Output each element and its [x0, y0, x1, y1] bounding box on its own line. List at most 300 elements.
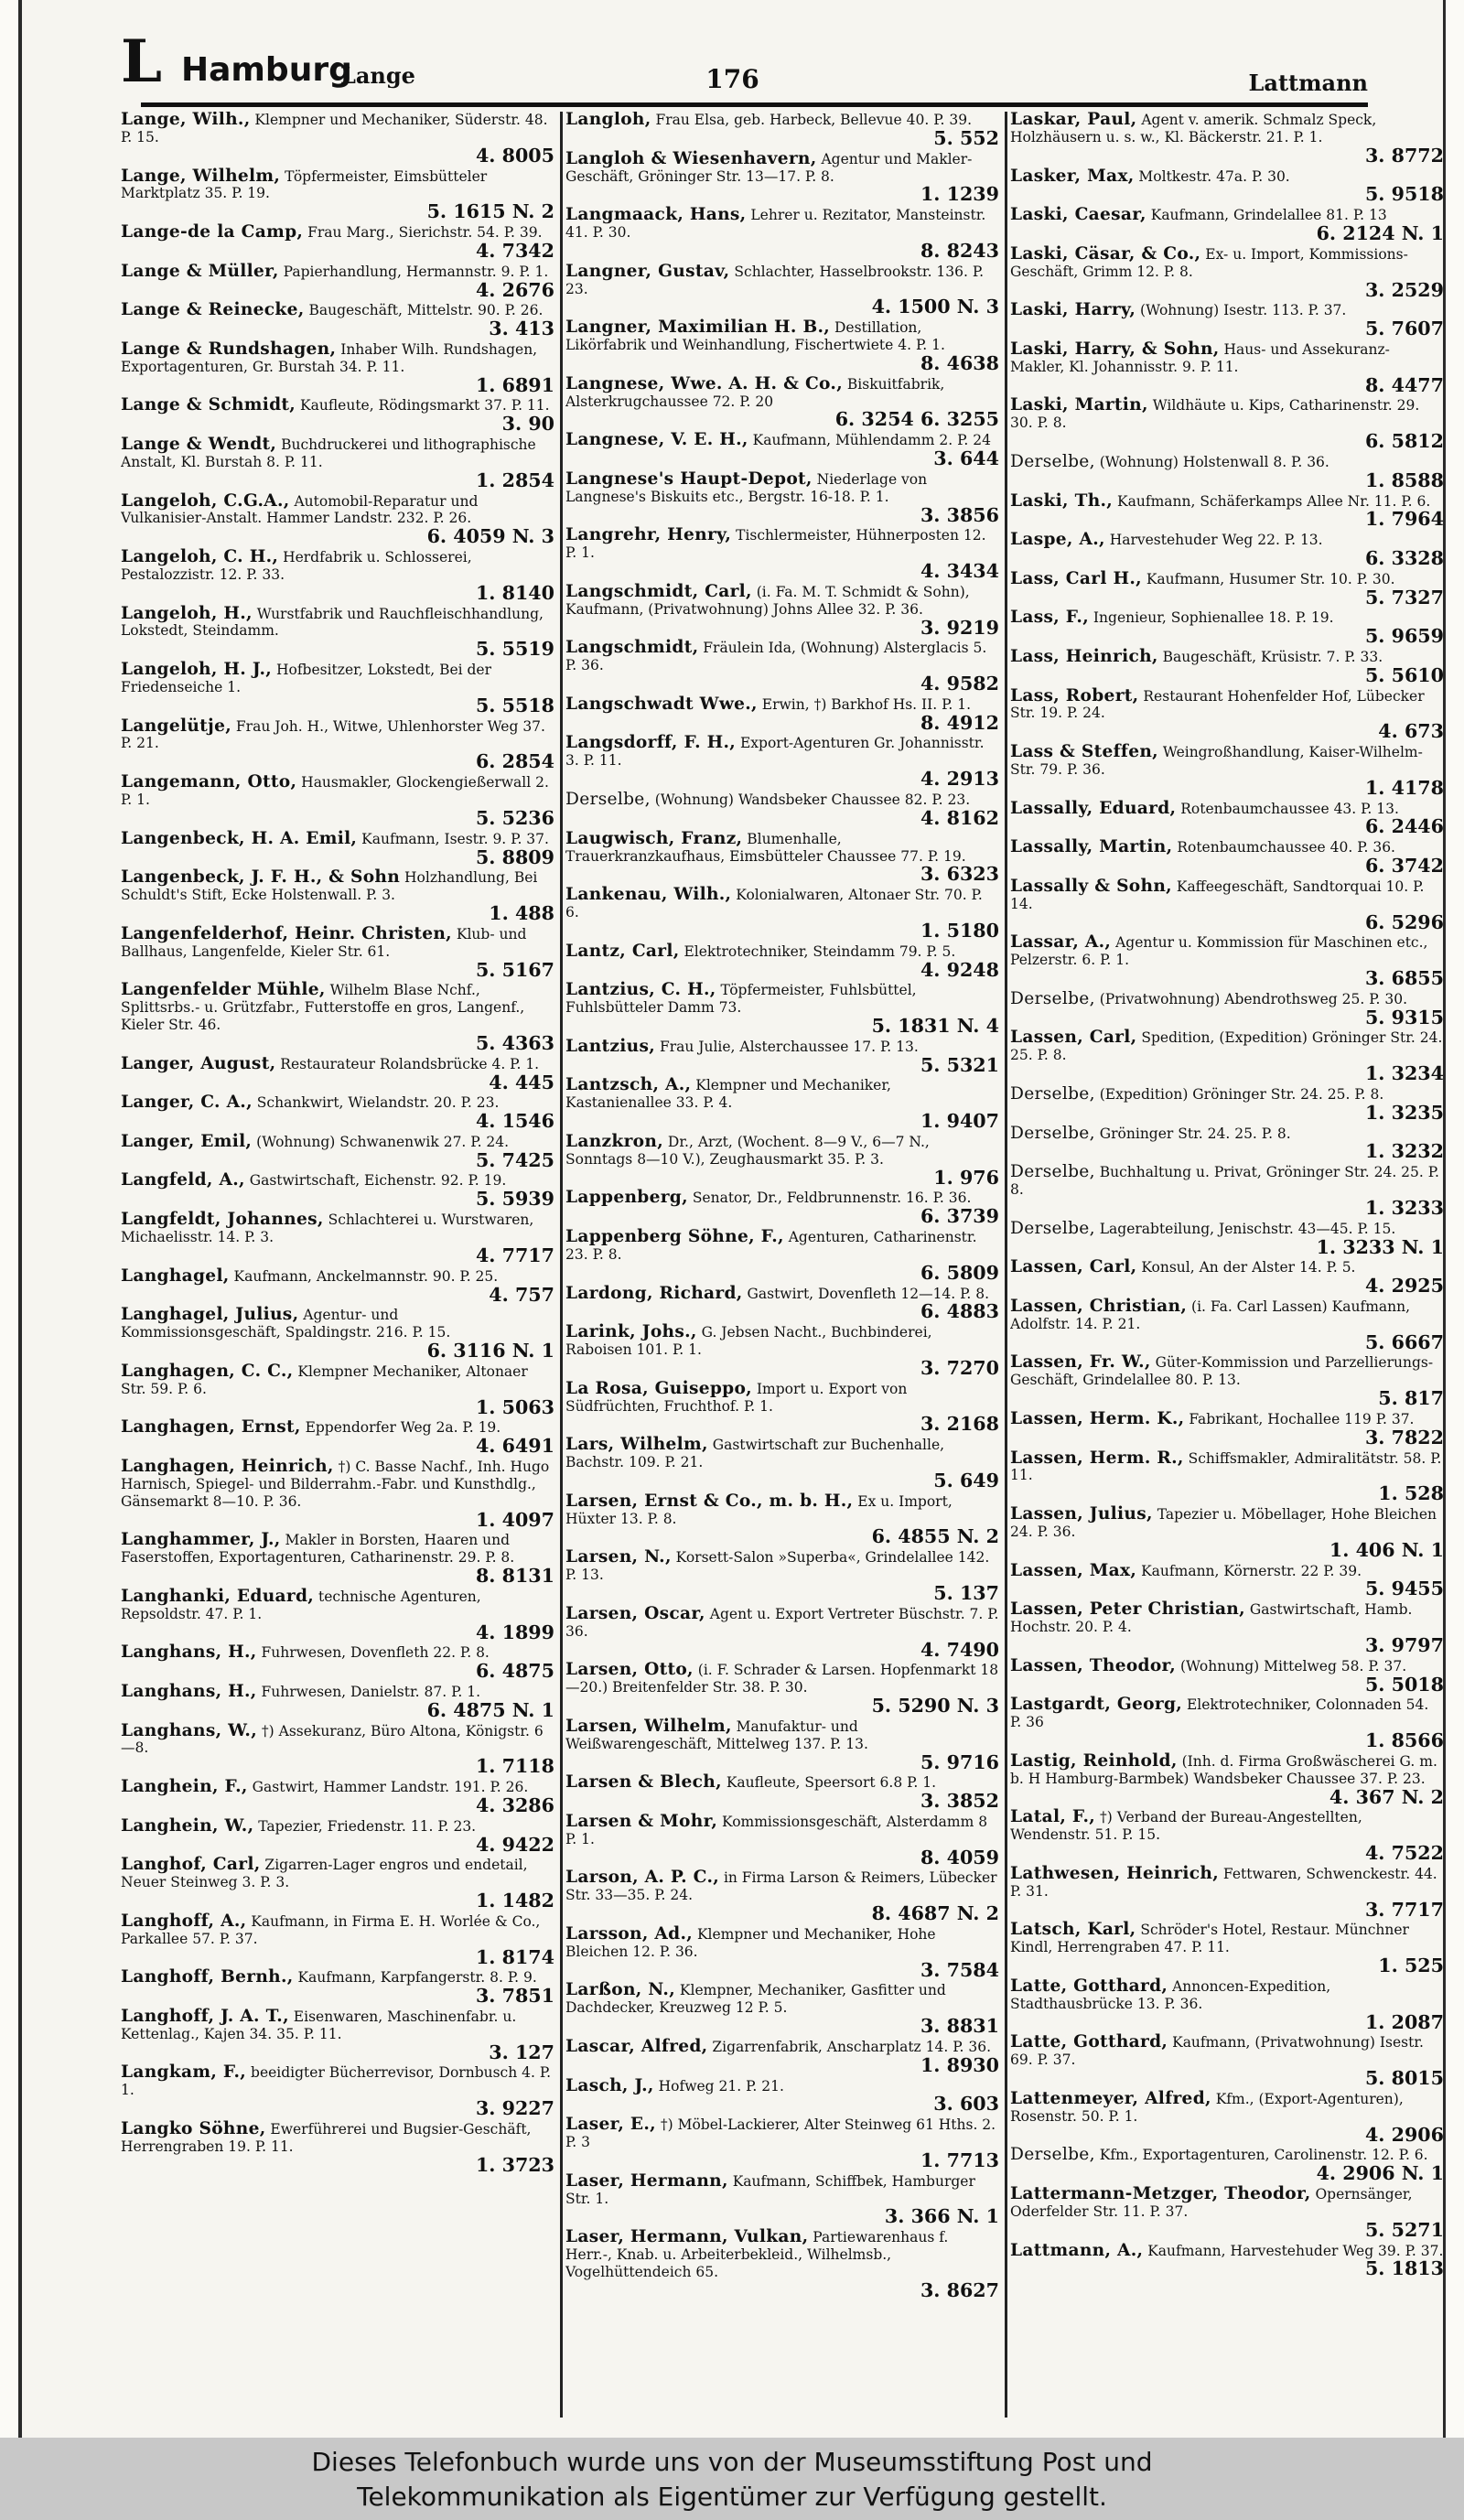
entry-phone-number: 5. 9518 — [1364, 183, 1444, 206]
entry-detail: Gastwirtschaft, Eichenstr. 92. P. 19. — [249, 1172, 507, 1190]
entry-detail: Fuhrwesen, Dovenfleth 22. P. 8. — [261, 1644, 490, 1662]
entry-detail: Wildhäute u. Kips, Catharinenstr. 29. 30. P. 8. — [1010, 397, 1420, 432]
entry-detail: Kaffeegeschäft, Sandtorquai 10. P. 14. — [1010, 878, 1425, 912]
entry-name: Larsson, Ad., — [565, 1923, 693, 1944]
entry-detail: (Expedition) Gröninger Str. 24. 25. P. 8. — [1099, 1085, 1384, 1103]
directory-entry — [121, 1212, 554, 1266]
entry-phone-number: 6. 2854 — [475, 750, 554, 773]
entry-name: Larink, Johs., — [565, 1322, 697, 1342]
entry-detail: Biskuitfabrik, Alsterkrugchaussee 72. P. 20 — [565, 375, 945, 410]
entry-name: Latte, Gotthard, — [1010, 1976, 1168, 1996]
entry-phone-number: 4. 757 — [489, 1283, 554, 1306]
entry-name: Laser, E., — [565, 2115, 656, 2135]
entry-name: Larsen, Wilhelm, — [565, 1716, 732, 1736]
entry-detail: Schiffsmakler, Admiralitätstr. 58. P. 11. — [1010, 1449, 1442, 1484]
directory-entry — [121, 302, 554, 339]
entry-detail: Buchdruckerei und lithographische Anstalt, Kl. Burstah 8. P. 11. — [121, 436, 536, 470]
entry-detail: Güter-Kommission und Parzellierungs-Geschäft, Grindelallee 80. P. 13. — [1010, 1354, 1434, 1389]
entry-name: Langsdorff, F. H., — [565, 733, 737, 753]
entry-phone-number: 1. 8588 — [1364, 468, 1444, 491]
directory-entry — [121, 436, 554, 491]
entry-detail: Senator, Dr., Feldbrunnenstr. 16. P. 36. — [692, 1190, 972, 1207]
entry-phone-number: 3. 8831 — [920, 2015, 999, 2038]
entry-name: Lathwesen, Heinrich, — [1010, 1863, 1219, 1883]
entry-name: Langnese, Wwe. A. H. & Co., — [565, 373, 843, 393]
directory-entry — [565, 261, 999, 318]
entry-name: Larsen, Otto, — [565, 1660, 694, 1680]
directory-entry — [565, 1131, 999, 1189]
entry-name: Lassen, Herm. R., — [1010, 1448, 1184, 1468]
directory-entry — [121, 2064, 554, 2119]
entry-name: Langenfelderhof, Heinr. Christen, — [121, 923, 452, 943]
entry-detail: Opernsänger, Oderfelder Str. 11. P. 37. — [1010, 2186, 1413, 2220]
entry-phone-number: 5. 9455 — [1364, 1578, 1444, 1600]
directory-entry — [1010, 1601, 1444, 1656]
entry-name: Langhanki, Eduard, — [121, 1586, 315, 1606]
entry-detail: Frau Marg., Sierichstr. 54. P. 39. — [307, 224, 543, 242]
entry-phone-number: 5. 5610 — [1364, 663, 1444, 686]
entry-detail: (Wohnung) Holstenwall 8. P. 36. — [1099, 453, 1329, 470]
entry-phone-number: 1. 5063 — [475, 1395, 554, 1418]
entry-phone-number: 4. 1500 N. 3 — [871, 296, 999, 318]
entry-phone-number: 5. 5167 — [475, 958, 554, 981]
entry-name: Lange & Rundshagen, — [121, 339, 337, 359]
donation-notice — [0, 2438, 1464, 2520]
entry-detail: Ex u. Import, Hüxter 13. P. 8. — [565, 1492, 953, 1527]
directory-entry — [1010, 988, 1444, 1028]
directory-entry — [565, 2036, 999, 2076]
entry-name: Langfeldt, Johannes, — [121, 1210, 324, 1230]
entry-phone-number: 6. 4883 — [920, 1300, 999, 1323]
entry-name: Derselbe, — [1010, 1218, 1095, 1238]
directory-entry — [1010, 2088, 1444, 2146]
entry-name: Langer, August, — [121, 1053, 276, 1073]
directory-entry — [1010, 646, 1444, 686]
entry-phone-number: 4. 1546 — [475, 1110, 554, 1133]
entry-phone-number: 6. 3739 — [920, 1205, 999, 1228]
entry-phone-number: 1. 2854 — [475, 468, 554, 491]
entry-name: Lappenberg, — [565, 1188, 688, 1208]
directory-entry — [565, 1662, 999, 1717]
entry-detail: (Wohnung) Schwanenwik 27. P. 24. — [256, 1133, 510, 1150]
entry-phone-number: 5. 5321 — [920, 1053, 999, 1076]
entry-detail: beeidigter Bücherrevisor, Dornbusch 4. P. 1. — [121, 2064, 552, 2099]
entry-detail: Ingenieur, Sophienallee 18. P. 19. — [1093, 609, 1334, 627]
entry-name: Lantzius, C. H., — [565, 980, 716, 1000]
entry-phone-number: 6. 4875 N. 1 — [426, 1698, 554, 1721]
entry-detail: Gastwirt, Hammer Landstr. 191. P. 26. — [252, 1779, 529, 1796]
entry-phone-number: 5. 1813 — [1364, 2257, 1444, 2280]
listing-columns — [121, 112, 1444, 2418]
entry-detail: Lehrer u. Rezitator, Mansteinstr. 41. P. 30. — [565, 207, 986, 242]
entry-detail: Annoncen-Expedition, Stadthausbrücke 13. P. 36. — [1010, 1977, 1331, 2012]
directory-entry — [121, 1094, 554, 1132]
entry-name: Langhoff, Bernh., — [121, 1967, 294, 1987]
entry-name: Derselbe, — [1010, 1123, 1095, 1143]
entry-name: Lass, Heinrich, — [1010, 646, 1158, 666]
entry-name: Lange & Müller, — [121, 261, 279, 281]
directory-entry — [565, 1982, 999, 2037]
entry-detail: Automobil-Reparatur und Vulkanisier-Anstalt. Hammer Landstr. 232. P. 26. — [121, 492, 479, 527]
city-name: Hamburg — [181, 51, 352, 89]
entry-detail: (i. Fa. M. T. Schmidt & Sohn), Kaufmann, (Privatwohnung) Johns Allee 32. P. 36. — [565, 583, 970, 618]
entry-name: Lastgardt, Georg, — [1010, 1695, 1183, 1715]
entry-phone-number: 3. 7584 — [920, 1958, 999, 1981]
entry-detail: Baugeschäft, Krüsistr. 7. P. 33. — [1162, 648, 1383, 665]
entry-phone-number: 1. 6891 — [475, 373, 554, 396]
entry-detail: †) Verband der Bureau-Angestellten, Wendenstr. 51. P. 15. — [1010, 1809, 1362, 1844]
entry-detail: Erwin, †) Barkhof Hs. II. P. 1. — [761, 695, 972, 713]
directory-entry — [1010, 1560, 1444, 1600]
entry-phone-number: 5. 8809 — [475, 845, 554, 868]
directory-entry — [121, 828, 554, 868]
entry-detail: Agent v. amerik. Schmalz Speck, Holzhäusern u. s. w., Kl. Bäckerstr. 21. P. 1. — [1010, 112, 1377, 145]
directory-entry — [565, 1603, 999, 1661]
entry-detail: Restaurant Hohenfelder Hof, Lübecker Str. 19. P. 24. — [1010, 687, 1425, 722]
entry-detail: Export-Agenturen Gr. Johannisstr. 3. P. 11. — [565, 735, 985, 770]
entry-phone-number: 3. 2529 — [1364, 278, 1444, 301]
directory-entry — [121, 1720, 554, 1778]
entry-name: Lange & Wendt, — [121, 434, 277, 454]
directory-entry — [565, 1190, 999, 1227]
entry-name: Langkam, F., — [121, 2062, 247, 2083]
entry-detail: Gröninger Str. 24. 25. P. 8. — [1099, 1125, 1291, 1142]
entry-name: Langeloh, H. J., — [121, 660, 273, 680]
directory-entry — [565, 527, 999, 582]
entry-phone-number: 1. 525 — [1378, 1955, 1444, 1977]
entry-detail: Agentur- und Kommissionsgeschäft, Spaldingstr. 216. P. 15. — [121, 1307, 451, 1341]
entry-detail: Kaufmann, in Firma E. H. Worlée & Co., Parkallee 57. P. 37. — [121, 1912, 541, 1947]
entry-phone-number: 3. 8627 — [920, 2278, 999, 2301]
entry-phone-number: 4. 445 — [489, 1071, 554, 1093]
entry-phone-number: 4. 3434 — [920, 560, 999, 583]
entry-name: Lass, F., — [1010, 608, 1089, 628]
entry-name: Lappenberg Söhne, F., — [565, 1227, 784, 1246]
entry-name: Lassen, Carl, — [1010, 1257, 1137, 1277]
entry-phone-number: 5. 1615 N. 2 — [426, 200, 554, 223]
entry-detail: (Wohnung) Wandsbeker Chaussee 82. P. 23. — [654, 791, 971, 808]
page-header — [59, 27, 1406, 110]
directory-entry — [121, 224, 554, 262]
entry-name: Laski, Caesar, — [1010, 205, 1146, 225]
entry-phone-number: 4. 7522 — [1364, 1842, 1444, 1865]
entry-phone-number: 1. 3233 — [1364, 1196, 1444, 1219]
entry-name: Langner, Gustav, — [565, 261, 730, 281]
directory-entry — [565, 1437, 999, 1492]
directory-entry — [1010, 685, 1444, 743]
entry-name: La Rosa, Guiseppo, — [565, 1378, 752, 1398]
directory-entry — [1010, 1029, 1444, 1084]
entry-detail: Schlachter, Hasselbrookstr. 136. P. 23. — [565, 263, 985, 297]
entry-detail: Weingroßhandlung, Kaiser-Wilhelm-Str. 79. P. 36. — [1010, 744, 1423, 778]
entry-name: Langschmidt, — [565, 638, 699, 658]
entry-detail: Kaufmann, Mühlendamm 2. P. 24 — [752, 432, 991, 449]
entry-name: Langeloh, C.G.A., — [121, 490, 290, 511]
directory-entry — [121, 2008, 554, 2063]
entry-phone-number: 6. 4059 N. 3 — [426, 525, 554, 548]
entry-detail: Kaufmann, Körnerstr. 22 P. 39. — [1141, 1562, 1362, 1579]
entry-detail: Tapezier u. Möbellager, Hohe Bleichen 24. P. 36. — [1010, 1506, 1437, 1540]
entry-phone-number: 4. 2906 — [1364, 2123, 1444, 2146]
entry-detail: Rotenbaumchaussee 43. P. 13. — [1180, 800, 1399, 817]
entry-name: Larsen & Mohr, — [565, 1811, 718, 1831]
entry-phone-number: 4. 3286 — [475, 1793, 554, 1816]
entry-detail: Ewerführerei und Bugsier-Geschäft, Herrengraben 19. P. 11. — [121, 2120, 532, 2155]
entry-phone-number: 6. 3116 N. 1 — [426, 1340, 554, 1362]
entry-phone-number: 4. 7490 — [920, 1638, 999, 1661]
entry-name: Derselbe, — [1010, 1083, 1095, 1104]
entry-name: Lassally & Sohn, — [1010, 876, 1172, 896]
directory-entry — [565, 1283, 999, 1323]
entry-detail: Klempner, Mechaniker, Gasfitter und Dachdecker, Kreuzweg 12 P. 5. — [565, 1982, 946, 2017]
entry-detail: technische Agenturen, Repsoldstr. 47. P. 1. — [121, 1588, 481, 1622]
entry-name: Laspe, A., — [1010, 530, 1105, 550]
entry-detail: Inhaber Wilh. Rundshagen, Exportagenturen, Gr. Burstah 34. P. 11. — [121, 340, 538, 375]
entry-detail: Fuhrwesen, Danielstr. 87. P. 1. — [261, 1683, 481, 1700]
entry-name: Larsen, Oscar, — [565, 1603, 705, 1623]
entry-name: Langmaack, Hans, — [565, 205, 747, 225]
entry-phone-number: 5. 552 — [933, 126, 999, 149]
entry-phone-number: 3. 9219 — [920, 616, 999, 639]
directory-entry — [1010, 1506, 1444, 1561]
entry-name: Lantzius, — [565, 1036, 656, 1056]
entry-phone-number: 1. 528 — [1378, 1482, 1444, 1505]
directory-entry — [1010, 1125, 1444, 1163]
directory-entry — [121, 774, 554, 829]
entry-name: Lardong, Richard, — [565, 1283, 743, 1303]
directory-entry — [1010, 2240, 1444, 2280]
entry-detail: Tapezier, Friedenstr. 11. P. 23. — [258, 1817, 477, 1835]
entry-phone-number: 5. 1831 N. 4 — [871, 1015, 999, 1038]
directory-entry — [121, 1815, 554, 1856]
entry-name: Langhein, F., — [121, 1777, 248, 1797]
entry-name: Laski, Harry, & Sohn, — [1010, 339, 1220, 359]
header-rule — [141, 102, 1368, 107]
entry-detail: Moltkestr. 47a. P. 30. — [1138, 167, 1290, 185]
entry-phone-number: 1. 3235 — [1364, 1101, 1444, 1124]
directory-entry — [565, 828, 999, 886]
entry-name: Laski, Cäsar, & Co., — [1010, 243, 1201, 264]
entry-phone-number: 8. 4477 — [1364, 373, 1444, 396]
directory-entry — [121, 1969, 554, 2007]
entry-phone-number: 3. 6323 — [920, 863, 999, 886]
directory-entry — [121, 490, 554, 548]
directory-entry — [1010, 568, 1444, 608]
entry-name: Langhoff, A., — [121, 1911, 247, 1931]
directory-entry — [565, 640, 999, 695]
entry-detail: Eppendorfer Weg 2a. P. 19. — [305, 1419, 501, 1437]
entry-name: Derselbe, — [1010, 451, 1095, 471]
entry-name: Derselbe, — [565, 789, 651, 809]
entry-phone-number: 4. 367 N. 2 — [1329, 1785, 1444, 1808]
entry-phone-number: 3. 413 — [489, 318, 554, 340]
directory-entry — [121, 112, 554, 167]
section-letter: L — [121, 27, 162, 96]
directory-entry — [121, 1265, 554, 1306]
entry-name: Lassen, Carl, — [1010, 1028, 1137, 1048]
directory-entry — [1010, 341, 1444, 396]
directory-entry — [121, 1779, 554, 1816]
entry-phone-number: 6. 3742 — [1364, 855, 1444, 878]
entry-name: Langhagel, Julius, — [121, 1305, 299, 1325]
entry-name: Langloh & Wiesenhavern, — [565, 148, 817, 168]
entry-detail: Destillation, Likörfabrik und Weinhandlung, Fischertwiete 4. P. 1. — [565, 319, 945, 354]
entry-name: Langelütje, — [121, 716, 231, 736]
column-divider — [560, 112, 563, 2418]
entry-name: Langhagel, — [121, 1265, 230, 1286]
directory-entry — [565, 207, 999, 262]
directory-entry — [1010, 744, 1444, 799]
directory-entry — [121, 341, 554, 396]
entry-phone-number: 1. 9407 — [920, 1110, 999, 1133]
entry-phone-number: 5. 5236 — [475, 806, 554, 829]
entry-phone-number: 5. 7607 — [1364, 318, 1444, 340]
entry-name: Larsen & Blech, — [565, 1772, 722, 1793]
entry-name: Langhans, W., — [121, 1720, 257, 1740]
entry-name: Laski, Martin, — [1010, 395, 1148, 415]
directory-entry — [121, 718, 554, 773]
entry-phone-number: 3. 7851 — [475, 1985, 554, 2008]
directory-entry — [121, 1172, 554, 1210]
entry-detail: Kaufleute, Rödingsmarkt 37. P. 11. — [300, 397, 550, 415]
entry-phone-number: 1. 4097 — [475, 1508, 554, 1531]
directory-entry — [121, 1588, 554, 1643]
directory-entry — [1010, 2147, 1444, 2184]
entry-name: Larsen, Ernst & Co., m. b. H., — [565, 1491, 854, 1511]
entry-detail: Wilhelm Blase Nchf., Splittsrbs.- u. Grützfabr., Futterstoffe en gros, Langenf., Kieler Str. 46. — [121, 982, 525, 1034]
entry-detail: Import u. Export von Südfrüchten, Fruchthof. P. 1. — [565, 1380, 908, 1415]
entry-phone-number: 5. 7425 — [475, 1148, 554, 1171]
directory-entry — [1010, 1354, 1444, 1409]
directory-entry — [565, 373, 999, 431]
entry-phone-number: 1. 488 — [489, 902, 554, 925]
entry-phone-number: 8. 4687 N. 2 — [871, 1902, 999, 1925]
entry-detail: Kaufmann, Isestr. 9. P. 37. — [361, 830, 549, 847]
entry-detail: Papierhandlung, Hermannstr. 9. P. 1. — [283, 263, 549, 280]
entry-detail: Gastwirt, Dovenfleth 12—14. P. 8. — [747, 1285, 990, 1302]
entry-phone-number: 8. 8131 — [475, 1565, 554, 1588]
entry-detail: Kaufmann, (Privatwohnung) Isestr. 69. P. 37. — [1010, 2034, 1424, 2069]
entry-phone-number: 4. 8005 — [475, 144, 554, 167]
entry-phone-number: 3. 90 — [501, 413, 554, 436]
entry-phone-number: 3. 127 — [489, 2041, 554, 2063]
entry-phone-number: 6. 4875 — [475, 1660, 554, 1683]
entry-phone-number: 1. 2087 — [1364, 2010, 1444, 2033]
entry-phone-number: 5. 4363 — [475, 1031, 554, 1054]
directory-entry — [121, 662, 554, 716]
entry-detail: G. Jebsen Nacht., Buchbinderei, Raboisen 101. P. 1. — [565, 1324, 932, 1359]
entry-name: Langeloh, H., — [121, 603, 253, 623]
entry-name: Langenbeck, J. F. H., & Sohn — [121, 867, 401, 888]
entry-detail: Gastwirtschaft, Hamb. Hochstr. 20. P. 4. — [1010, 1601, 1413, 1636]
directory-entry — [1010, 1083, 1444, 1124]
directory-entry — [121, 397, 554, 435]
entry-phone-number: 5. 5271 — [1364, 2218, 1444, 2241]
entry-name: Langhagen, Heinrich, — [121, 1456, 334, 1476]
directory-entry — [565, 943, 999, 981]
entry-name: Laskar, Paul, — [1010, 112, 1137, 129]
entry-detail: (i. Fa. Carl Lassen) Kaufmann, Adolfstr. 14. P. 21. — [1010, 1298, 1411, 1332]
entry-phone-number: 3. 7717 — [1364, 1898, 1444, 1921]
entry-detail: Wurstfabrik und Rauchfleischhandlung, Lokstedt, Steindamm. — [121, 605, 544, 640]
entry-detail: (Inh. d. Firma Großwäscherei G. m. b. H Hamburg-Barmbek) Wandsbeker Chaussee 37. P. 23. — [1010, 1752, 1437, 1787]
directory-entry — [121, 1532, 554, 1587]
entry-name: Langnese, V. E. H., — [565, 430, 748, 450]
directory-entry — [565, 1774, 999, 1812]
page-number: 176 — [705, 64, 759, 94]
directory-entry — [565, 1324, 999, 1379]
entry-phone-number: 5. 817 — [1378, 1387, 1444, 1410]
entry-detail: Kolonialwaren, Altonaer Str. 70. P. 6. — [565, 887, 983, 921]
entry-name: Lantzsch, A., — [565, 1075, 692, 1095]
entry-detail: Töpfermeister, Fuhlsbüttel, Fuhlsbütteler Damm 73. — [565, 982, 917, 1017]
entry-name: Lass, Carl H., — [1010, 568, 1142, 588]
entry-phone-number: 8. 4912 — [920, 711, 999, 734]
entry-detail: Ex- u. Import, Kommissions-Geschäft, Grimm 12. P. 8. — [1010, 245, 1408, 280]
entry-phone-number: 3. 7822 — [1364, 1426, 1444, 1448]
directory-entry — [121, 1456, 554, 1531]
entry-phone-number: 3. 3856 — [920, 503, 999, 526]
entry-detail: Tischlermeister, Hühnerposten 12. P. 1. — [565, 527, 986, 562]
entry-name: Langeloh, C. H., — [121, 547, 279, 567]
entry-phone-number: 4. 9248 — [920, 958, 999, 981]
entry-name: Lasch, J., — [565, 2075, 654, 2095]
directory-entry — [565, 1923, 999, 1981]
entry-detail: Makler in Borsten, Haaren und Faserstoffen, Exportagenturen, Catharinenstr. 29. P. 8. — [121, 1532, 515, 1567]
entry-name: Larßon, N., — [565, 1980, 675, 2000]
entry-name: Derselbe, — [1010, 988, 1095, 1008]
entry-name: Lass, Robert, — [1010, 685, 1139, 705]
directory-entry — [1010, 1164, 1444, 1219]
directory-entry — [1010, 1408, 1444, 1448]
entry-name: Langhammer, J., — [121, 1530, 281, 1550]
entry-detail: Klempner und Mechaniker, Süderstr. 48. P. 15. — [121, 112, 548, 145]
entry-phone-number: 1. 3723 — [475, 2153, 554, 2176]
directory-entry — [1010, 878, 1444, 933]
directory-entry — [565, 112, 999, 149]
entry-phone-number: 4. 7342 — [475, 239, 554, 262]
directory-entry — [121, 1913, 554, 1968]
directory-entry — [565, 1378, 999, 1436]
entry-name: Lange & Schmidt, — [121, 395, 296, 415]
directory-entry — [565, 1493, 999, 1548]
entry-phone-number: 5. 137 — [933, 1582, 999, 1604]
entry-detail: Holzhandlung, Bei Schuldt's Stift, Ecke Holstenwall. P. 3. — [121, 869, 538, 904]
directory-entry — [121, 982, 554, 1053]
directory-entry — [121, 168, 554, 223]
entry-detail: Schlachterei u. Wurstwaren, Michaelisstr. 14. P. 3. — [121, 1212, 534, 1245]
entry-name: Langloh, — [565, 112, 651, 129]
entry-phone-number: 3. 3852 — [920, 1790, 999, 1813]
entry-name: Langer, Emil, — [121, 1131, 253, 1151]
entry-detail: Kaufleute, Speersort 6.8 P. 1. — [726, 1774, 937, 1792]
entry-detail: Buchhaltung u. Privat, Gröninger Str. 24. 25. P. 8. — [1010, 1164, 1439, 1199]
entry-name: Laser, Hermann, Vulkan, — [565, 2227, 809, 2247]
entry-detail: Kaufmann, Schäferkamps Allee Nr. 11. P. 6. — [1117, 492, 1431, 510]
directory-entry — [565, 789, 999, 829]
entry-phone-number: 3. 2168 — [920, 1413, 999, 1436]
entry-name: Lassen, Peter Christian, — [1010, 1599, 1245, 1620]
entry-detail: Zigarrenfabrik, Anscharplatz 14. P. 36. — [712, 2038, 992, 2055]
entry-name: Langhof, Carl, — [121, 1855, 261, 1875]
directory-entry — [121, 1053, 554, 1093]
entry-phone-number: 1. 1239 — [920, 183, 999, 206]
entry-phone-number: 6. 5809 — [920, 1261, 999, 1284]
directory-entry — [565, 1036, 999, 1076]
entry-phone-number: 1. 5180 — [920, 919, 999, 942]
entry-name: Derselbe, — [1010, 1162, 1095, 1182]
entry-phone-number: 6. 5812 — [1364, 430, 1444, 453]
